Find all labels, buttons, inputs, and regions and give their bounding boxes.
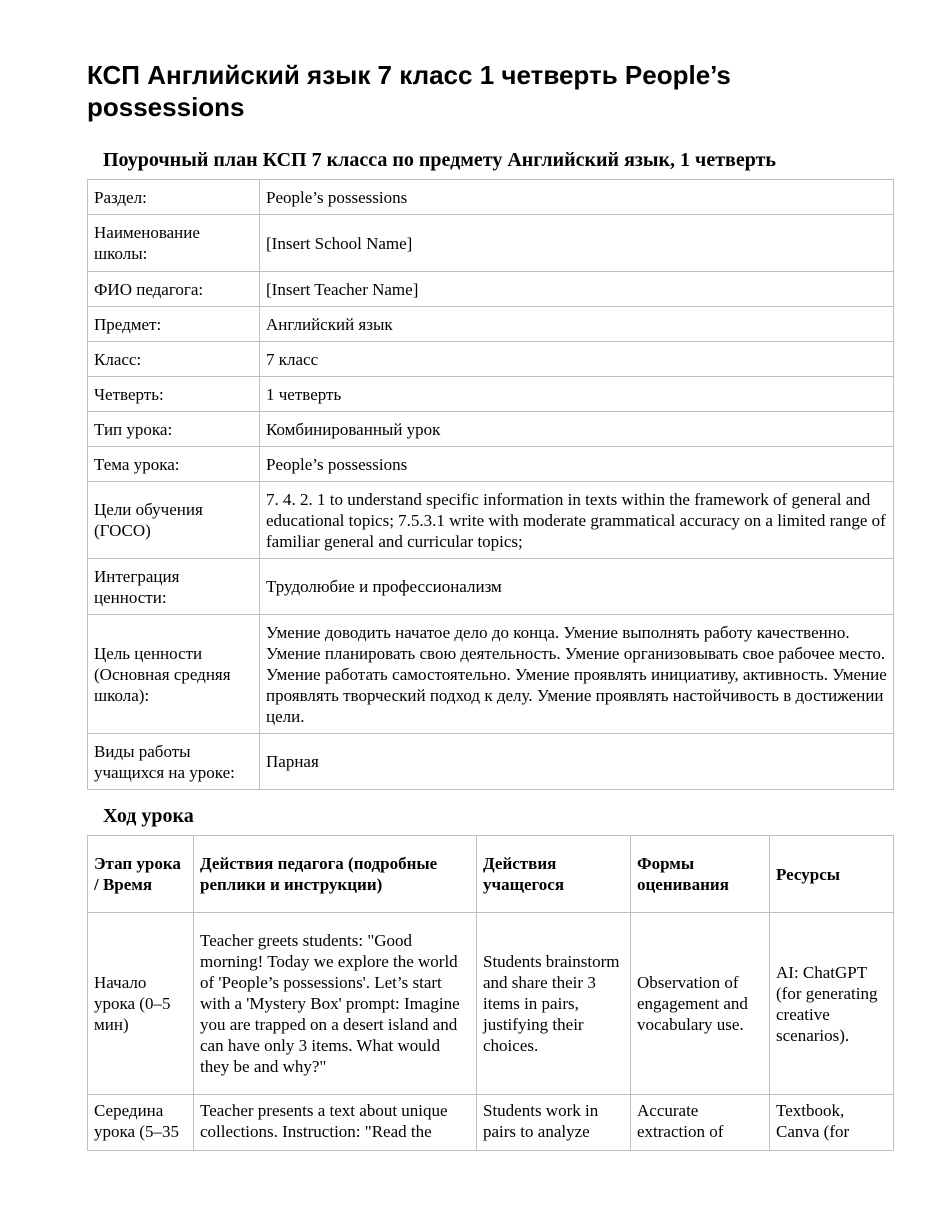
table-row — [88, 180, 894, 215]
assessment-cell: Accurate extraction of — [631, 1095, 770, 1151]
info-value: Комбинированный урок — [260, 412, 894, 447]
column-header-assessment: Формы оценивания — [631, 836, 770, 913]
stage-cell: Середина урока (5–35 — [88, 1095, 194, 1151]
info-label: Цель ценности (Основная средняя школа): — [88, 615, 260, 734]
student-actions-cell: Students brainstorm and share their 3 items in pairs, justifying their choices. — [477, 913, 631, 1095]
info-label: Четверть: — [88, 377, 260, 412]
plan-heading: Поурочный план КСП 7 класса по предмету Английский язык, 1 четверть — [103, 149, 776, 171]
table-row — [88, 342, 894, 377]
info-label: Класс: — [88, 342, 260, 377]
table-row — [88, 482, 894, 559]
info-value: 7. 4. 2. 1 to understand specific information in texts within the framework of general and educational topics; 7.5.3.1 write with moderate grammatical accuracy on a limited range of familiar general and curricular topics; — [260, 482, 894, 559]
info-value: Английский язык — [260, 307, 894, 342]
info-value: People’s possessions — [260, 180, 894, 215]
info-label: ФИО педагога: — [88, 272, 260, 307]
table-row — [88, 272, 894, 307]
info-value: [Insert School Name] — [260, 215, 894, 272]
assessment-cell: Observation of engagement and vocabulary use. — [631, 913, 770, 1095]
info-value: [Insert Teacher Name] — [260, 272, 894, 307]
lesson-info-table — [87, 179, 894, 790]
info-label: Тип урока: — [88, 412, 260, 447]
resources-cell: AI: ChatGPT (for generating creative scenarios). — [770, 913, 894, 1095]
column-header-teacher-actions: Действия педагога (подробные реплики и инструкции) — [194, 836, 477, 913]
info-value: Парная — [260, 734, 894, 790]
lesson-progress-table — [87, 835, 894, 1151]
table-row — [88, 1095, 894, 1151]
progress-heading: Ход урока — [103, 805, 194, 827]
info-value: People’s possessions — [260, 447, 894, 482]
document-title: КСП Английский язык 7 класс 1 четверть People’s possessions — [87, 60, 731, 122]
info-label: Предмет: — [88, 307, 260, 342]
info-label: Раздел: — [88, 180, 260, 215]
info-value: Трудолюбие и профессионализм — [260, 559, 894, 615]
resources-cell: Textbook, Canva (for — [770, 1095, 894, 1151]
table-row — [88, 447, 894, 482]
table-row — [88, 615, 894, 734]
info-label: Интеграция ценности: — [88, 559, 260, 615]
table-row — [88, 734, 894, 790]
teacher-actions-cell: Teacher presents a text about unique collections. Instruction: "Read the — [194, 1095, 477, 1151]
table-row — [88, 559, 894, 615]
info-label: Виды работы учащихся на уроке: — [88, 734, 260, 790]
table-row — [88, 913, 894, 1095]
info-label: Наименование школы: — [88, 215, 260, 272]
stage-cell: Начало урока (0–5 мин) — [88, 913, 194, 1095]
info-label: Цели обучения (ГОСО) — [88, 482, 260, 559]
table-row — [88, 307, 894, 342]
table-header-row — [88, 836, 894, 913]
table-row — [88, 377, 894, 412]
info-value: 1 четверть — [260, 377, 894, 412]
table-row — [88, 412, 894, 447]
info-label: Тема урока: — [88, 447, 260, 482]
column-header-student-actions: Действия учащегося — [477, 836, 631, 913]
info-value: 7 класс — [260, 342, 894, 377]
column-header-stage: Этап урока / Время — [88, 836, 194, 913]
student-actions-cell: Students work in pairs to analyze — [477, 1095, 631, 1151]
column-header-resources: Ресурсы — [770, 836, 894, 913]
table-row — [88, 215, 894, 272]
info-value: Умение доводить начатое дело до конца. Умение выполнять работу качественно. Умение планировать свою деятельность. Умение организовывать свое рабочее место. Умение работать самостоятельно. Умение проявлять инициативу, активность. Умение проявлять творческий подход к делу. Умение проявлять настойчивость в достижении цели. — [260, 615, 894, 734]
teacher-actions-cell: Teacher greets students: "Good morning! Today we explore the world of 'People’s possessions'. Let’s start with a 'Mystery Box' prompt: Imagine you are trapped on a desert island and can have only 3 items. What would they be and why?" — [194, 913, 477, 1095]
